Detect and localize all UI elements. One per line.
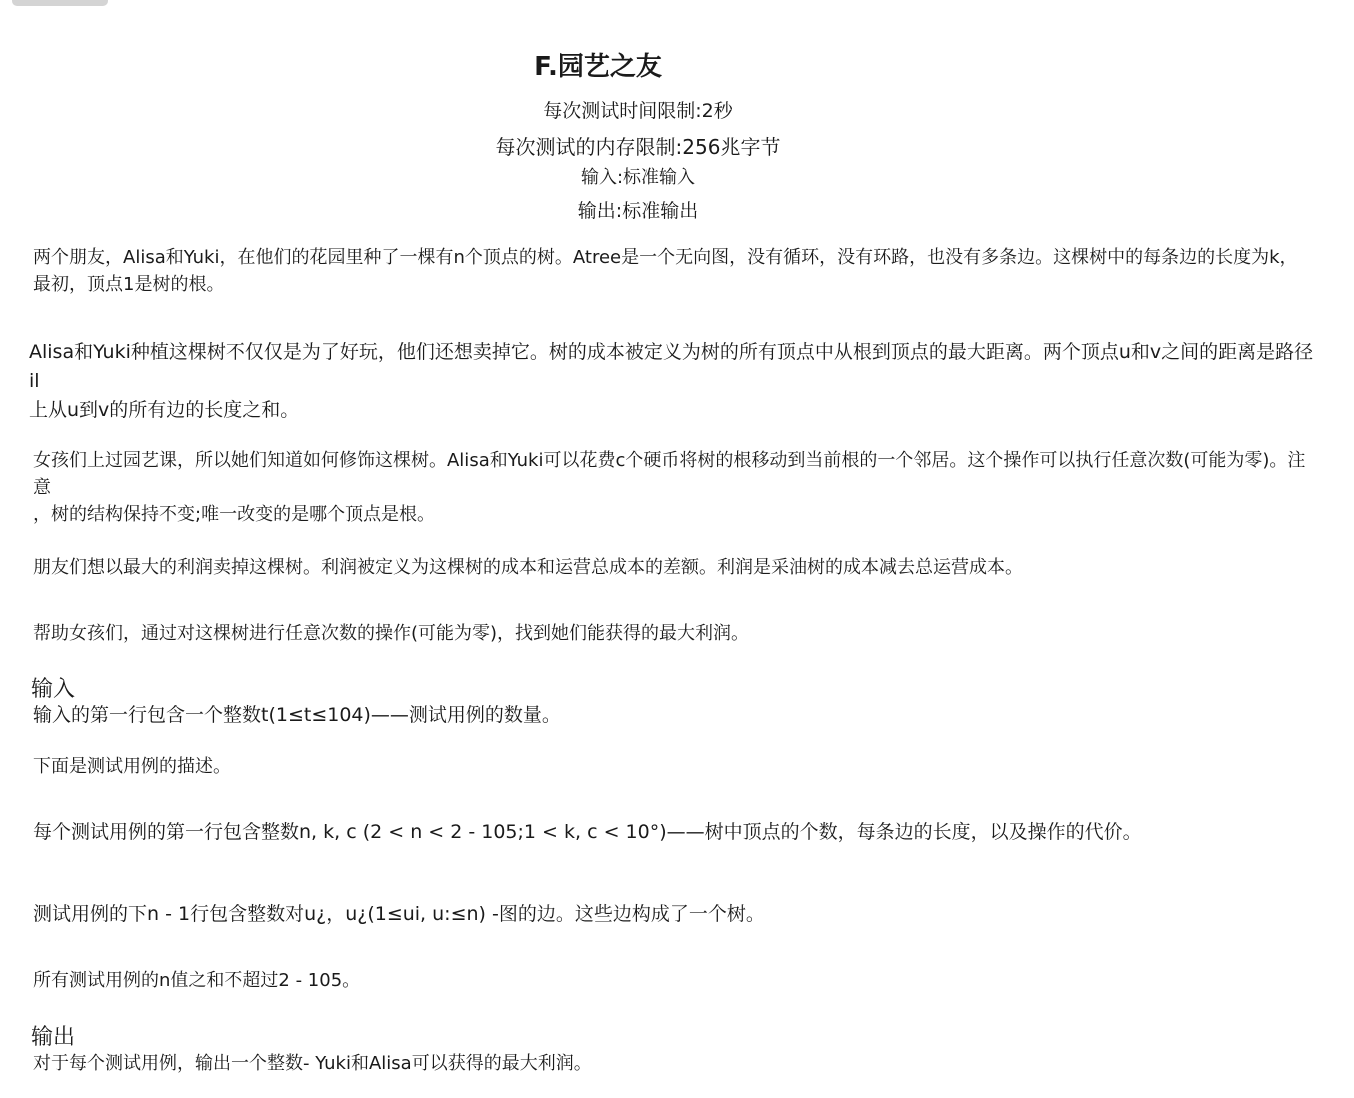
- problem-title: F.园艺之友: [534, 52, 662, 82]
- input-paragraph-5: 所有测试用例的n值之和不超过2 - 105。: [33, 970, 361, 991]
- statement-paragraph-4: 朋友们想以最大的利润卖掉这棵树。利润被定义为这棵树的成本和运营总成本的差额。利润是采油树的成本减去总运营成本。: [33, 557, 1023, 578]
- statement-p1-line1: 两个朋友，Alisa和Yuki，在他们的花园里种了一棵有n个顶点的树。Atree是一个无向图，没有循环，没有环路，也没有多条边。这棵树中的每条边的长度为k，: [33, 247, 1298, 268]
- memory-limit: 每次测试的内存限制:256兆字节: [495, 135, 781, 159]
- input-paragraph-1: 输入的第一行包含一个整数t(1≤t≤104)——测试用例的数量。: [33, 704, 561, 726]
- output-file: 输出:标准输出: [577, 200, 699, 222]
- statement-paragraph-5: 帮助女孩们，通过对这棵树进行任意次数的操作(可能为零)，找到她们能获得的最大利润。: [33, 623, 750, 644]
- statement-p2-line1: Alisa和Yuki种植这棵树不仅仅是为了好玩，他们还想卖掉它。树的成本被定义为树的所有顶点中从根到顶点的最大距离。两个顶点u和v之间的距离是路径il: [29, 341, 1314, 392]
- statement-p3-line2: ，树的结构保持不变;唯一改变的是哪个顶点是根。: [33, 504, 436, 525]
- input-paragraph-3: 每个测试用例的第一行包含整数n, k, c (2 < n < 2 - 105;1 < k, c < 10°)——树中顶点的个数，每条边的长度，以及操作的代价。: [33, 821, 1142, 843]
- input-heading: 输入: [31, 677, 76, 702]
- input-paragraph-2: 下面是测试用例的描述。: [33, 756, 231, 777]
- output-paragraph-1: 对于每个测试用例，输出一个整数- Yuki和Alisa可以获得的最大利润。: [33, 1053, 592, 1074]
- scrollbar-thumb[interactable]: [12, 0, 108, 6]
- time-limit: 每次测试时间限制:2秒: [543, 100, 733, 122]
- statement-p3-line1: 女孩们上过园艺课，所以她们知道如何修饰这棵树。Alisa和Yuki可以花费c个硬币将树的根移动到当前根的一个邻居。这个操作可以执行任意次数(可能为零)。注意: [33, 450, 1306, 498]
- input-paragraph-4: 测试用例的下n - 1行包含整数对u¿，u¿(1≤ui, u:≤n) -图的边。这些边构成了一个树。: [33, 903, 765, 925]
- statement-p2-line2: 上从u到v的所有边的长度之和。: [29, 399, 300, 421]
- statement-paragraph-1: [33, 244, 1323, 298]
- statement-paragraph-3: [33, 447, 1323, 528]
- input-file: 输入:标准输入: [580, 167, 696, 188]
- statement-p1-line2: 最初，顶点1是树的根。: [33, 274, 225, 295]
- output-heading: 输出: [31, 1025, 76, 1050]
- statement-paragraph-2: [29, 338, 1319, 425]
